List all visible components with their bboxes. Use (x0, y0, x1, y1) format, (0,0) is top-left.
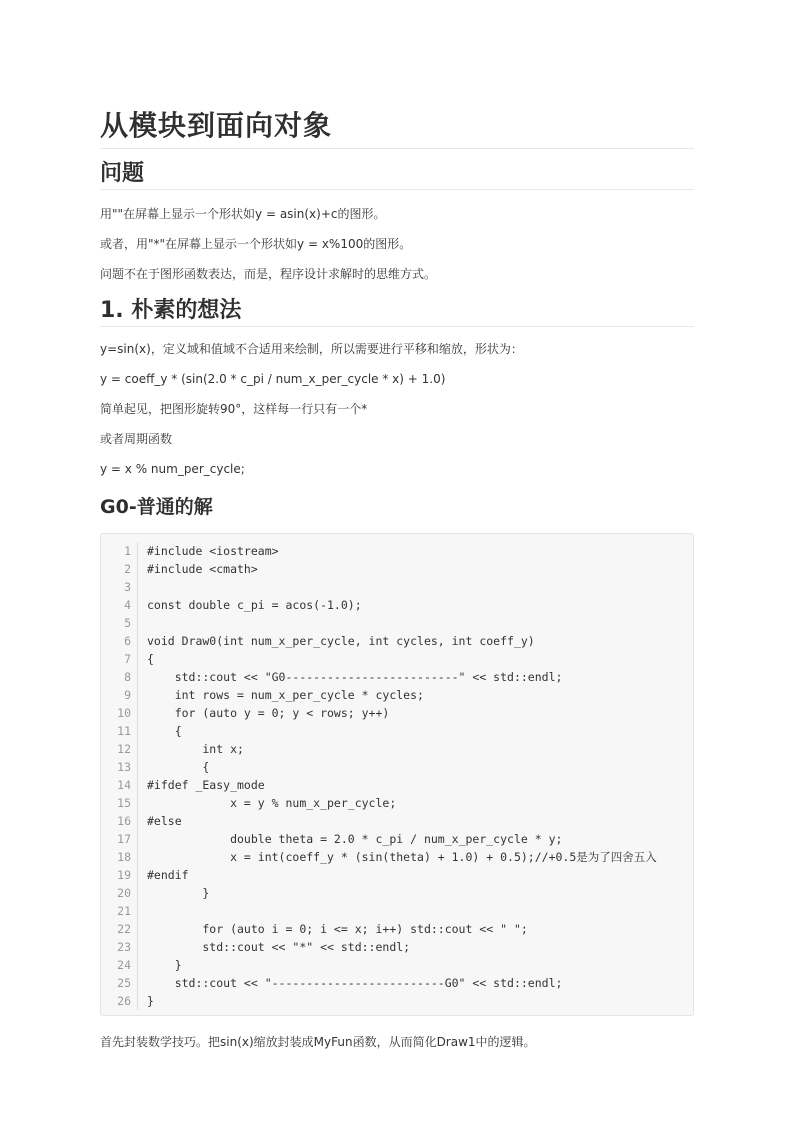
code-line (101, 542, 693, 560)
code-text: #else (147, 814, 182, 828)
line-number: 18 (101, 848, 138, 866)
line-number: 11 (101, 722, 138, 740)
code-line (101, 848, 693, 866)
code-text: #include <iostream> (147, 544, 279, 558)
code-line (101, 686, 693, 704)
line-number: 23 (101, 938, 138, 956)
code-line (101, 758, 693, 776)
after-code-paragraph: 首先封装数学技巧。把sin(x)缩放封装成MyFun函数，从而简化Draw1中的逻辑。 (100, 1035, 536, 1049)
code-text: std::cout << "*" << std::endl; (147, 940, 411, 954)
code-line (101, 740, 693, 758)
code-line (101, 974, 693, 992)
problem-paragraph-2: 或者，用"*"在屏幕上显示一个形状如y = x%100的图形。 (100, 237, 412, 251)
line-number: 24 (101, 956, 138, 974)
line-number: 4 (101, 596, 138, 614)
document-page (100, 108, 694, 1050)
line-number: 21 (101, 902, 138, 920)
line-number: 20 (101, 884, 138, 902)
code-text: std::cout << "G0-------------------------" << std::endl; (147, 670, 563, 684)
naive-paragraph-4: 或者周期函数 (100, 432, 173, 446)
code-line (101, 650, 693, 668)
naive-formula: y = coeff_y * (sin(2.0 * c_pi / num_x_per_cycle * x) + 1.0) (100, 372, 446, 386)
code-text (138, 614, 147, 632)
code-line (101, 596, 693, 614)
code-text: int rows = num_x_per_cycle * cycles; (147, 688, 424, 702)
code-line (101, 902, 693, 920)
line-number: 16 (101, 812, 138, 830)
naive-paragraph-1: y=sin(x)，定义域和值域不合适用来绘制，所以需要进行平移和缩放，形状为： (100, 342, 523, 356)
heading-problem: 问题 (100, 159, 694, 190)
code-text: const double c_pi = acos(-1.0); (147, 598, 362, 612)
code-line (101, 578, 693, 596)
code-line (101, 722, 693, 740)
page-title: 从模块到面向对象 (100, 108, 694, 149)
line-number: 8 (101, 668, 138, 686)
code-text: } (147, 886, 210, 900)
code-line (101, 794, 693, 812)
code-line (101, 560, 693, 578)
code-line (101, 704, 693, 722)
code-text: #include <cmath> (147, 562, 258, 576)
code-text (138, 902, 147, 920)
line-number: 3 (101, 578, 138, 596)
code-line (101, 956, 693, 974)
code-text: x = y % num_x_per_cycle; (147, 796, 397, 810)
code-text: int x; (147, 742, 244, 756)
code-text: #endif (147, 868, 189, 882)
code-line (101, 668, 693, 686)
code-line (101, 812, 693, 830)
code-text: } (147, 994, 154, 1008)
line-number: 17 (101, 830, 138, 848)
code-text: { (147, 724, 182, 738)
code-text: { (147, 652, 154, 666)
line-number: 14 (101, 776, 138, 794)
line-number: 22 (101, 920, 138, 938)
code-line (101, 938, 693, 956)
code-text: } (147, 958, 182, 972)
code-text: for (auto i = 0; i <= x; i++) std::cout << " "; (147, 922, 528, 936)
code-text: x = int(coeff_y * (sin(theta) + 1.0) + 0.5);//+0.5是为了四舍五入 (147, 850, 657, 864)
line-number: 1 (101, 542, 138, 560)
problem-paragraph-3: 问题不在于图形函数表达，而是，程序设计求解时的思维方式。 (100, 267, 437, 281)
code-text: void Draw0(int num_x_per_cycle, int cycles, int coeff_y) (147, 634, 535, 648)
line-number: 12 (101, 740, 138, 758)
code-line (101, 614, 693, 632)
line-number: 25 (101, 974, 138, 992)
heading-g0: G0-普通的解 (100, 496, 213, 518)
problem-paragraph-1: 用""在屏幕上显示一个形状如y = asin(x)+c的图形。 (100, 207, 386, 221)
code-text: #ifdef _Easy_mode (147, 778, 265, 792)
code-line (101, 776, 693, 794)
line-number: 2 (101, 560, 138, 578)
line-number: 15 (101, 794, 138, 812)
naive-paragraph-3: 简单起见，把图形旋转90°，这样每一行只有一个* (100, 402, 368, 416)
code-text: { (147, 760, 210, 774)
code-text: double theta = 2.0 * c_pi / num_x_per_cycle * y; (147, 832, 563, 846)
line-number: 9 (101, 686, 138, 704)
code-text (138, 578, 147, 596)
line-number: 19 (101, 866, 138, 884)
code-text: std::cout << "-------------------------G0" << std::endl; (147, 976, 563, 990)
code-line (101, 830, 693, 848)
code-lines (101, 542, 693, 1010)
code-line (101, 992, 693, 1010)
code-line (101, 920, 693, 938)
code-line (101, 866, 693, 884)
heading-naive-idea: 1. 朴素的想法 (100, 296, 694, 327)
line-number: 10 (101, 704, 138, 722)
code-line (101, 632, 693, 650)
line-number: 7 (101, 650, 138, 668)
line-number: 5 (101, 614, 138, 632)
line-number: 26 (101, 992, 138, 1010)
line-number: 13 (101, 758, 138, 776)
naive-formula-2: y = x % num_per_cycle; (100, 462, 245, 476)
line-number: 6 (101, 632, 138, 650)
code-text: for (auto y = 0; y < rows; y++) (147, 706, 390, 720)
code-block (100, 533, 694, 1016)
code-line (101, 884, 693, 902)
